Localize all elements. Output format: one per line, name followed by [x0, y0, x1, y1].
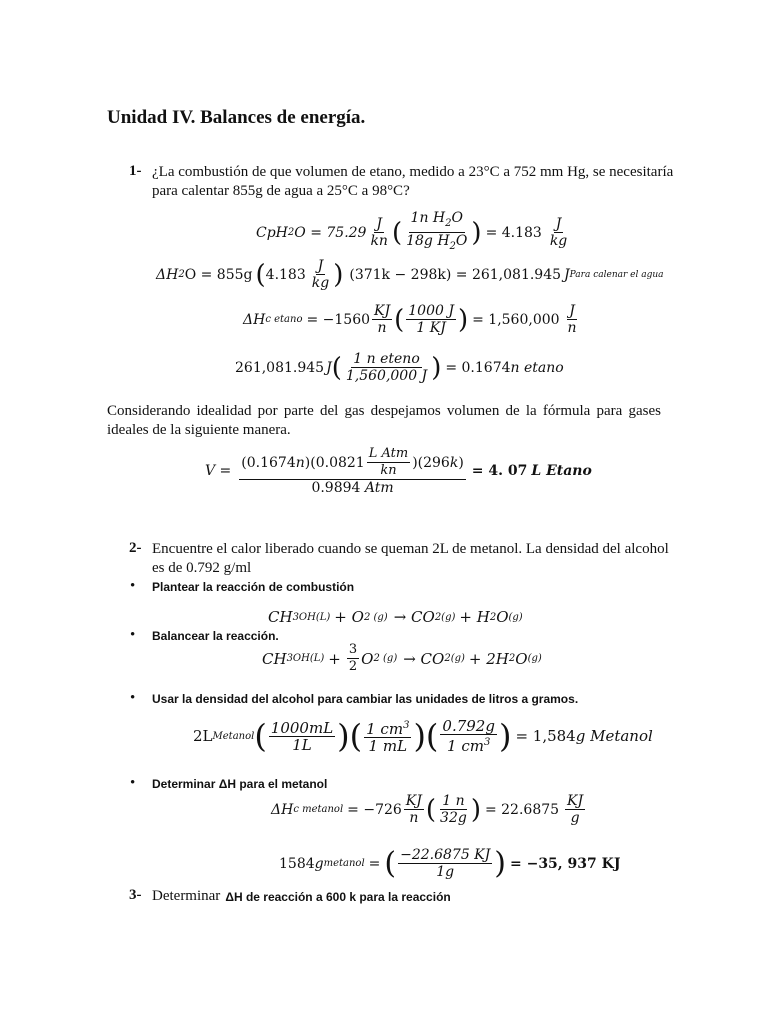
question-2-number: 2- — [129, 540, 142, 556]
bullet-dot: • — [130, 578, 136, 594]
question-1-line-1: ¿La combustión de que volumen de etano, medido a 23°C a 752 mm Hg, se necesitaría — [152, 164, 674, 180]
bullet-text-density: Usar la densidad del alcohol para cambiar las unidades de litros a gramos. — [152, 692, 579, 706]
equation-volume-ethane: V = (0.1674 n )(0.0821 $\frac{\text{L Atm}}{kn}$ )(296 k ) 0.9894 Atm = 4. 07 L Etano — [205, 446, 592, 496]
page-title: Unidad IV. Balances de energía. — [107, 107, 366, 128]
equation-delta-h-water: ΔH 2 O = 855g ( 4.183 $\frac{J}{kg}$ ) (371k − 298k) = 261,081.945 J Para calenar el agua — [156, 258, 664, 291]
bullet-text-delta-h-methanol: Determinar ΔH para el metanol — [152, 777, 328, 791]
equation-delta-h-methanol: ΔH c metanol = −726 $\frac{KJ}{n}$ ( $\frac{1 n}{32g}$ ) = 22.6875 $\frac{KJ}{g}$ — [271, 793, 584, 826]
question-3-number: 3- — [129, 887, 142, 903]
question-1-number: 1- — [129, 163, 142, 179]
equation-moles-ethane: 261,081.945 J ( $\frac{\text{1 n eteno}}{1,560,000 J}$ ) = 0.1674 n etano — [235, 351, 564, 384]
question-2-line-1: Encuentre el calor liberado cuando se queman 2L de metanol. La densidad del alcohol — [152, 541, 669, 557]
bullet-text-balance: Balancear la reacción. — [152, 629, 279, 643]
combustion-reaction: CH 3OH(L) + O 2 (g) → CO 2(g) + H 2 O (g) — [268, 608, 523, 626]
balanced-reaction: CH 3OH(L) + $\frac{3}{2}$ O 2 (g) → CO 2(g) + 2H 2 O (g) — [262, 642, 542, 674]
bullet-dot: • — [130, 775, 136, 791]
bullet-dot: • — [130, 690, 136, 706]
bullet-text-combustion: Plantear la reacción de combustión — [152, 580, 355, 594]
equation-heat-released: 1584 g metanol = ( $\frac{-22.6875 KJ}{1g}$ ) = −35, 937 KJ — [279, 845, 621, 881]
ideal-gas-paragraph: Considerando idealidad por parte del gas despejamos volumen de la fórmula para gases ideales de la siguiente manera. — [107, 403, 661, 438]
equation-delta-h-ethane: ΔH c etano = −1560 $\frac{KJ}{n}$ ( $\frac{1000 J}{1 KJ}$ ) = 1,560,000 $\frac{J}{n}$ — [243, 303, 577, 336]
equation-cp-water: CpH 2 O = 75.29 $\frac{J}{kn}$ ( $\frac{1n H_2O}{18g H_2O}$ ) = 4.183 $\frac{J}{kg}$ — [256, 210, 568, 252]
question-3-text: Determinar ΔH de reacción a 600 k para la reacción — [152, 888, 451, 904]
question-2-line-2: es de 0.792 g/ml — [152, 560, 252, 576]
bullet-dot: • — [130, 627, 136, 643]
equation-liters-to-grams: 2L Metanol ( $\frac{1000mL}{1L}$ ) ( $\frac{1 cm^3}{1 mL}$ ) ( $\frac{0.792g}{1 cm^3}$ ) = 1,584 g Metanol — [193, 717, 653, 755]
question-1-line-2: para calentar 855g de agua a 25°C a 98°C? — [152, 183, 410, 199]
